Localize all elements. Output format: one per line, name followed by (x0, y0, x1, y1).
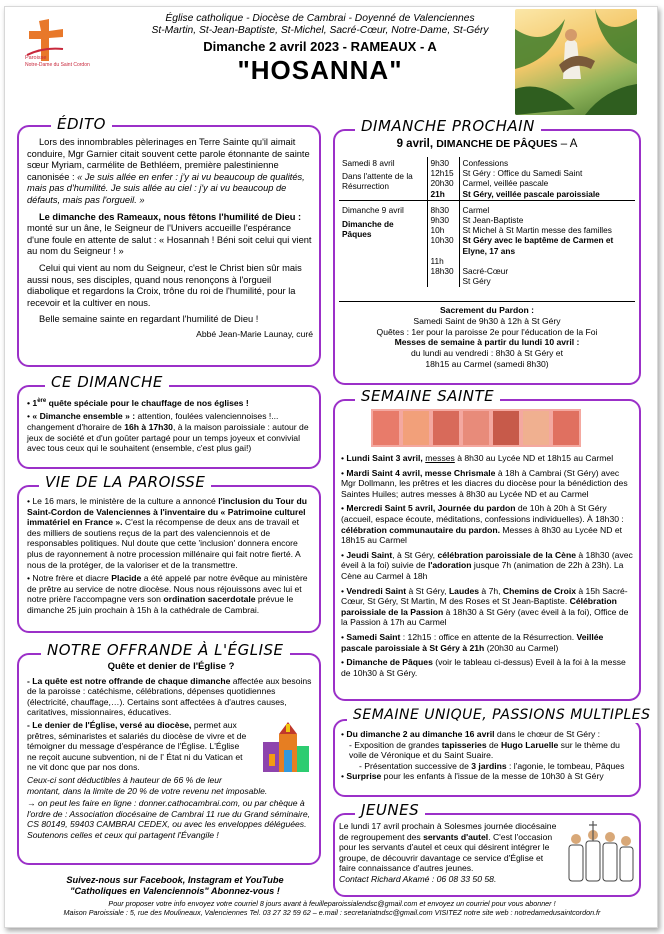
dimanche-ensemble-label: « Dimanche ensemble » : (32, 411, 136, 422)
quetes-text: Quêtes : 1er pour la paroisse 2e pour l'éducation de la Foi (376, 326, 598, 337)
palm-sunday-illustration (515, 9, 637, 115)
vie-p2-a: Notre frère et diacre (32, 573, 112, 584)
time-sun-1: 8h30 (430, 204, 449, 215)
edito-p4: Belle semaine sainte en regardant l'humilité de Dieu ! (39, 314, 259, 325)
semaine-sainte-title: SEMAINE SAINTE (355, 387, 500, 405)
edito-title: ÉDITO (51, 115, 112, 133)
su-line-1: • Du dimanche 2 au dimanche 16 avril dans le chœur de St Géry : (341, 729, 601, 739)
bulletin-page (4, 6, 658, 928)
su-line-2: - Exposition de grandes tapisseries de Hugo Laruelle sur le thème du voile de Véronique et du Saint Suaire. (349, 739, 620, 761)
schedule-table (339, 157, 635, 287)
offrande-p2: permet aux prêtres, séminaristes et salariés du diocèse de vivre et de témoigner du message d'espérance de l'Église. L'Église ne reçoit aucune subvention, ni de l' État ni du Vatican et ne vit donc que par nos dons. (27, 719, 247, 773)
offrande-p3: Ceux-ci sont déductibles à hauteur de 66 % de leur montant, dans la limite de 20 % de votre revenu net imposable. (27, 774, 268, 796)
logo-text-1: Paroisse (25, 55, 47, 61)
messes-title: Messes de semaine à partir du lundi 10 avril : (394, 337, 580, 348)
resurrection-icon (553, 411, 579, 445)
offrande-p1: affectée aux besoins de la paroisse : catéchisme, célébrations, dépenses quotidiennes (électricité, chauffage,…). Certains sont affectées à d'autres causes, caritatives, missionnaires, éducatives. (27, 675, 312, 718)
schedule-day-sat: Samedi 8 avril (342, 158, 395, 168)
dimanche-ensemble-text-a: attention, foulées valenciennoises !... changement d'horaire de (27, 411, 279, 433)
social-line-1: Suivez-nous sur Facebook, Instagram et YouTube (66, 875, 284, 885)
vie-paroisse-title: VIE DE LA PAROISSE (39, 473, 211, 491)
edito-p3: Celui qui vient au nom du Seigneur, c'est le Christ bien sûr mais aussi nous, ses disciples, quand nous renonçons à l'orgueil diabolique et regardons la Croix, trône du roi de l'humilité, pour la recevoir et la cultiver en nous. (27, 262, 302, 308)
logo-text-2: Notre-Dame du Saint Cordon (25, 62, 90, 68)
edito-p2: monté sur un âne, le Seigneur de l'Univers accueille l'espérance d'une foule en attente de salut : « Hosannah ! Béni soit celui qui vient au nom du Seigneur ! » (27, 223, 312, 257)
dimanche-prochain-title: DIMANCHE PROCHAIN (355, 117, 541, 135)
ss-item-5: • Vendredi Saint à St Géry, Laudes à 7h, Chemins de Croix à 15h Sacré-Cœur, St Géry, St Martin, M des Roses et St Jean-Baptiste. Célébration paroissiale de la Passion à 18h30 à St Géry (avec éveil à la foi), Office de la Passion à 17h au Carmel (341, 585, 629, 628)
pardon-title: Sacrement du Pardon : (439, 305, 535, 315)
su-line-3: - Présentation successive de 3 jardins : l'agonie, le tombeau, Pâques (359, 760, 625, 771)
jeunes-contact: Contact Richard Akamé : 06 08 33 50 58. (339, 873, 497, 884)
time-sat-4: 21h (430, 188, 445, 199)
altar-servers-illustration (565, 819, 637, 887)
event-sun-7: St Géry (462, 276, 491, 287)
vie-p2-bold2: ordination sacerdotale (163, 594, 256, 605)
ss-item-7: • Dimanche de Pâques (voir le tableau ci-dessus) Eveil à la foi à la messe de 10h30 à St Géry. (341, 657, 626, 678)
ss-item-3: • Mercredi Saint 5 avril, Journée du pardon de 10h à 20h à St Géry (accueil, espace écoute, méditations, confessions individuelles). À 18h30 : célébration communautaire du pardon. Messes à 8h30 au Lycée ND et 18h15 au Carmel (341, 503, 624, 546)
time-sun-3: 10h (430, 225, 445, 236)
time-sun-2: 9h30 (430, 215, 449, 226)
messes-line-2: 18h15 au Carmel (samedi 8h30) (425, 358, 549, 369)
footer-line-2: Maison Paroissiale : 5, rue des Moulineaux, Valenciennes Tel. 03 27 32 59 62 – e.mail : secretariatndsc@gmail.com VISITEZ notre site web : notredamedusaintcordon.fr (63, 908, 601, 917)
messes-line-1: du lundi au vendredi : 8h30 à St Géry et (411, 348, 563, 359)
cross-icon (493, 411, 519, 445)
offrande-p1-bold: - La quête est notre offrande de chaque dimanche (27, 675, 231, 686)
semaine-unique-title: SEMAINE UNIQUE, PASSIONS MULTIPLES (347, 707, 657, 723)
edito-signature: Abbé Jean-Marie Launay, curé (196, 328, 313, 339)
header-line-1: Église catholique - Diocèse de Cambrai - Doyenné de Valenciennes (165, 13, 475, 24)
header-line-2: St-Martin, St-Jean-Baptiste, St-Michel, Sacré-Cœur, Notre-Dame, St-Géry (151, 25, 489, 36)
event-sat-4: St Géry, veillée pascale paroissiale (462, 188, 600, 199)
quete-speciale: quête spéciale pour le chauffage de nos églises ! (46, 397, 249, 408)
dp-heading-c: – A (557, 138, 578, 150)
ce-dimanche-title: CE DIMANCHE (45, 373, 169, 391)
holy-week-icons-banner (371, 409, 581, 447)
vie-p1-a: Le 16 mars, le ministère de la culture a annoncé (32, 496, 219, 506)
jeunes-text-bold: servants d'autel (423, 831, 489, 842)
vie-p2-b: a été appelé par notre évêque au ministère de prêtre au service de notre diocèse. Nous nous réjouissons avec lui et notre prière l'accompagne vers son (27, 573, 308, 605)
time-sat-1: 9h30 (430, 158, 449, 168)
dimanche-ensemble-text-b: , à la maison paroissiale : autour de jeux de société et d'un goûter partagé pour un temps joyeux et convivial avec tous ceux qui le souhaitent (ensemble, c'est plus gai!) (27, 422, 309, 454)
event-sun-4: St Géry avec le baptême de Carmen et Elyne, 17 ans (462, 235, 614, 256)
vie-p2-c: prévue le dimanche 25 juin prochain à 15h à la cathédrale de Cambrai. (27, 594, 294, 615)
dp-heading-b: DIMANCHE DE PÂQUES (436, 138, 558, 150)
event-sat-2: St Géry : Office du Samedi Saint (462, 168, 583, 179)
offrande-content (27, 662, 315, 841)
time-sat-3: 20h30 (430, 178, 454, 189)
edito-quote: « Je suis allée en enfer : j'y ai vu beaucoup de qualités, mais pas d'humilité. Je suis allée au ciel : j'y ai vu beaucoup de défauts, mais pas l'orgueil. » (27, 171, 305, 205)
ss-item-4: • Jeudi Saint, à St Géry, célébration paroissiale de la Cène à 18h30 (avec éveil à la foi) suivie de l'adoration jusque 7h (animation de 22h à 23h). La Cène au Carmel à 18h (341, 549, 633, 581)
dp-heading-a: 9 avril, (396, 138, 437, 150)
pardon-text: Samedi Saint de 9h30 à 12h à St Géry (413, 315, 561, 326)
time-sat-2: 12h15 (430, 168, 454, 179)
schedule-note-sun: Dimanche de Pâques (342, 219, 394, 240)
tomb-icon (523, 411, 549, 445)
quete-ordinal-sup: ère (37, 398, 47, 404)
schedule-day-sun: Dimanche 9 avril (342, 204, 404, 215)
ss-item-6: • Samedi Saint : 12h15 : office en attente de la Résurrection. Veillée pascale paroissiale à St Géry à 21h (20h30 au Carmel) (341, 631, 604, 653)
header-date: Dimanche 2 avril 2023 - RAMEAUX - A (203, 39, 437, 54)
semaine-unique-content (341, 729, 635, 782)
offrande-p4: → on peut les faire en ligne : donner.cathocambrai.com, ou par chèque à l'ordre de : Association diocésaine de Cambrai 11 rue du Grand séminaire, CS 80149, 59403 CAMBRAI CEDEX, ou avec les enveloppes déléguées. Soutenons celles et ceux qui partagent l'Évangile ! (27, 798, 310, 840)
altar-servers-icon (565, 819, 637, 887)
edito-p2-bold: Le dimanche des Rameaux, nous fêtons l'humilité de Dieu : (39, 211, 302, 222)
semaine-sainte-list (341, 453, 635, 678)
page-title: "HOSANNA" (237, 55, 403, 85)
offrande-subtitle: Quête et denier de l'Église ? (107, 661, 235, 672)
ss-item-2: • Mardi Saint 4 avril, messe Chrismale à 18h à Cambrai (St Géry) avec Mgr Dollmann, les prêtres et les diacres du diocèse pour la bénédiction des Saintes Huiles; autres messes à 8h30 au Lycée ND et au Carmel (341, 467, 628, 499)
table-icon (463, 411, 489, 445)
offrande-p2-bold: - Le denier de l'Église, versé au diocèse, (27, 719, 192, 730)
vie-p2-bold: Placide (111, 573, 142, 584)
palm-icon (373, 411, 399, 445)
quete-ordinal: 1 (32, 397, 38, 408)
time-sun-4: 10h30 (430, 235, 454, 246)
bread-icon (433, 411, 459, 445)
jeunes-title: JEUNES (355, 801, 425, 819)
church-icon (253, 720, 315, 782)
event-sun-2: St Jean-Baptiste (462, 215, 524, 226)
event-sat-3: Carmel, veillée pascale (462, 178, 549, 189)
dimanche-ensemble-time: 16h à 17h30 (124, 422, 173, 433)
social-line-2: "Catholiques en Valenciennois" Abonnez-vous ! (70, 886, 280, 896)
event-sun-1: Carmel (462, 204, 490, 215)
event-sun-3: St Michel à St Martin messe des familles (462, 225, 612, 236)
jeunes-content (339, 821, 561, 885)
jeunes-text-b: . C'est l'occasion pour les servants d'autel et ceux qui désirent intégrer le groupe, de découvrir davantage ce service d'Église et faire connaissance d'autres jeunes. (339, 831, 553, 874)
jeunes-text-a: Le lundi 17 avril prochain à Solesmes journée diocésaine de regroupement des (339, 821, 557, 842)
vie-p1-b: C'est la récompense de deux ans de travail et des milliers de soutiens reçus de la part des valenciennois et de responsables politiques. Nul doute que cette 'inclusion' donnera encore plus de rayonnement à notre procession millénaire qui fait notre fierté. A nous de la protéger, de la valoriser et de la transmettre. (27, 517, 301, 570)
chalice-icon (403, 411, 429, 445)
time-sun-6: 11h (430, 255, 444, 266)
event-sat-1: Confessions (462, 158, 509, 168)
vie-p1-bold: l'inclusion du Tour du Saint-Cordon de Valenciennes à l'inventaire du « Patrimoine culturel immatériel en France ». (27, 496, 307, 528)
church-illustration (253, 720, 315, 782)
su-line-4: • Surprise pour les enfants à l'issue de la messe de 10h30 à St Géry (341, 771, 604, 782)
time-sun-7: 18h30 (430, 265, 454, 276)
vie-paroisse-content: • Le 16 mars, le ministère de la culture a annoncé l'inclusion du Tour du Saint-Cordon de Valenciennes à l'inventaire du « Patrimoine culturel immatériel en France ». C'est la récompense de deux ans de travail et des milliers de soutiens reçus de la part des valenciennois et de responsables politiques. Nul doute que cette 'inclusion' donnera encore plus de rayonnement à notre procession millénaire qui fait notre fierté. A nous de la protéger, de la valoriser et de la transmettre. • Notre frère et diacre Placide a été appelé par notre évêque au ministère de prêtre au service de notre diocèse. Nous nous réjouissons avec lui et notre prière l'accompagne vers son ordination sacerdotale prévue le dimanche 25 juin prochain à 15h à la cathédrale de Cambrai. (27, 496, 308, 615)
parish-logo (23, 17, 90, 69)
offrande-title: NOTRE OFFRANDE À L'ÉGLISE (41, 641, 290, 659)
schedule-row-saturday (339, 157, 635, 200)
ce-dimanche-content: • 1ère quête spéciale pour le chauffage de nos églises ! • « Dimanche ensemble » : attention, foulées valenciennoises !... changement d'horaire de 16h à 17h30, à la maison paroissiale : autour de jeux de société et d'un goûter partagé pour un temps joyeux et convivial avec tous ceux qui le souhaitent (ensemble, c'est plus gai!) (27, 397, 309, 454)
schedule-row-sunday (339, 200, 635, 287)
schedule-note-sat: Dans l'attente de la Résurrection (342, 171, 413, 192)
edito-p1: Lors des innombrables pèlerinages en Terre Sainte qu'il aimait conduire, Mgr Garnier citait souvent cette parole étonnante de sainte sœur Myriam, carmélite de Bethléem, première palestinienne canonisée : (27, 137, 310, 182)
footer-line-1: Pour proposer votre info envoyez votre courriel 8 jours avant à feuilleparoissialendsc@gmail.com et envoyez un courriel pour vous abonner ! (108, 899, 556, 908)
event-sun-6: Sacré-Cœur (462, 265, 509, 276)
edito-content (27, 137, 313, 341)
ss-item-1: • Lundi Saint 3 avril, messes à 8h30 au Lycée ND et 18h15 au Carmel (341, 453, 614, 463)
